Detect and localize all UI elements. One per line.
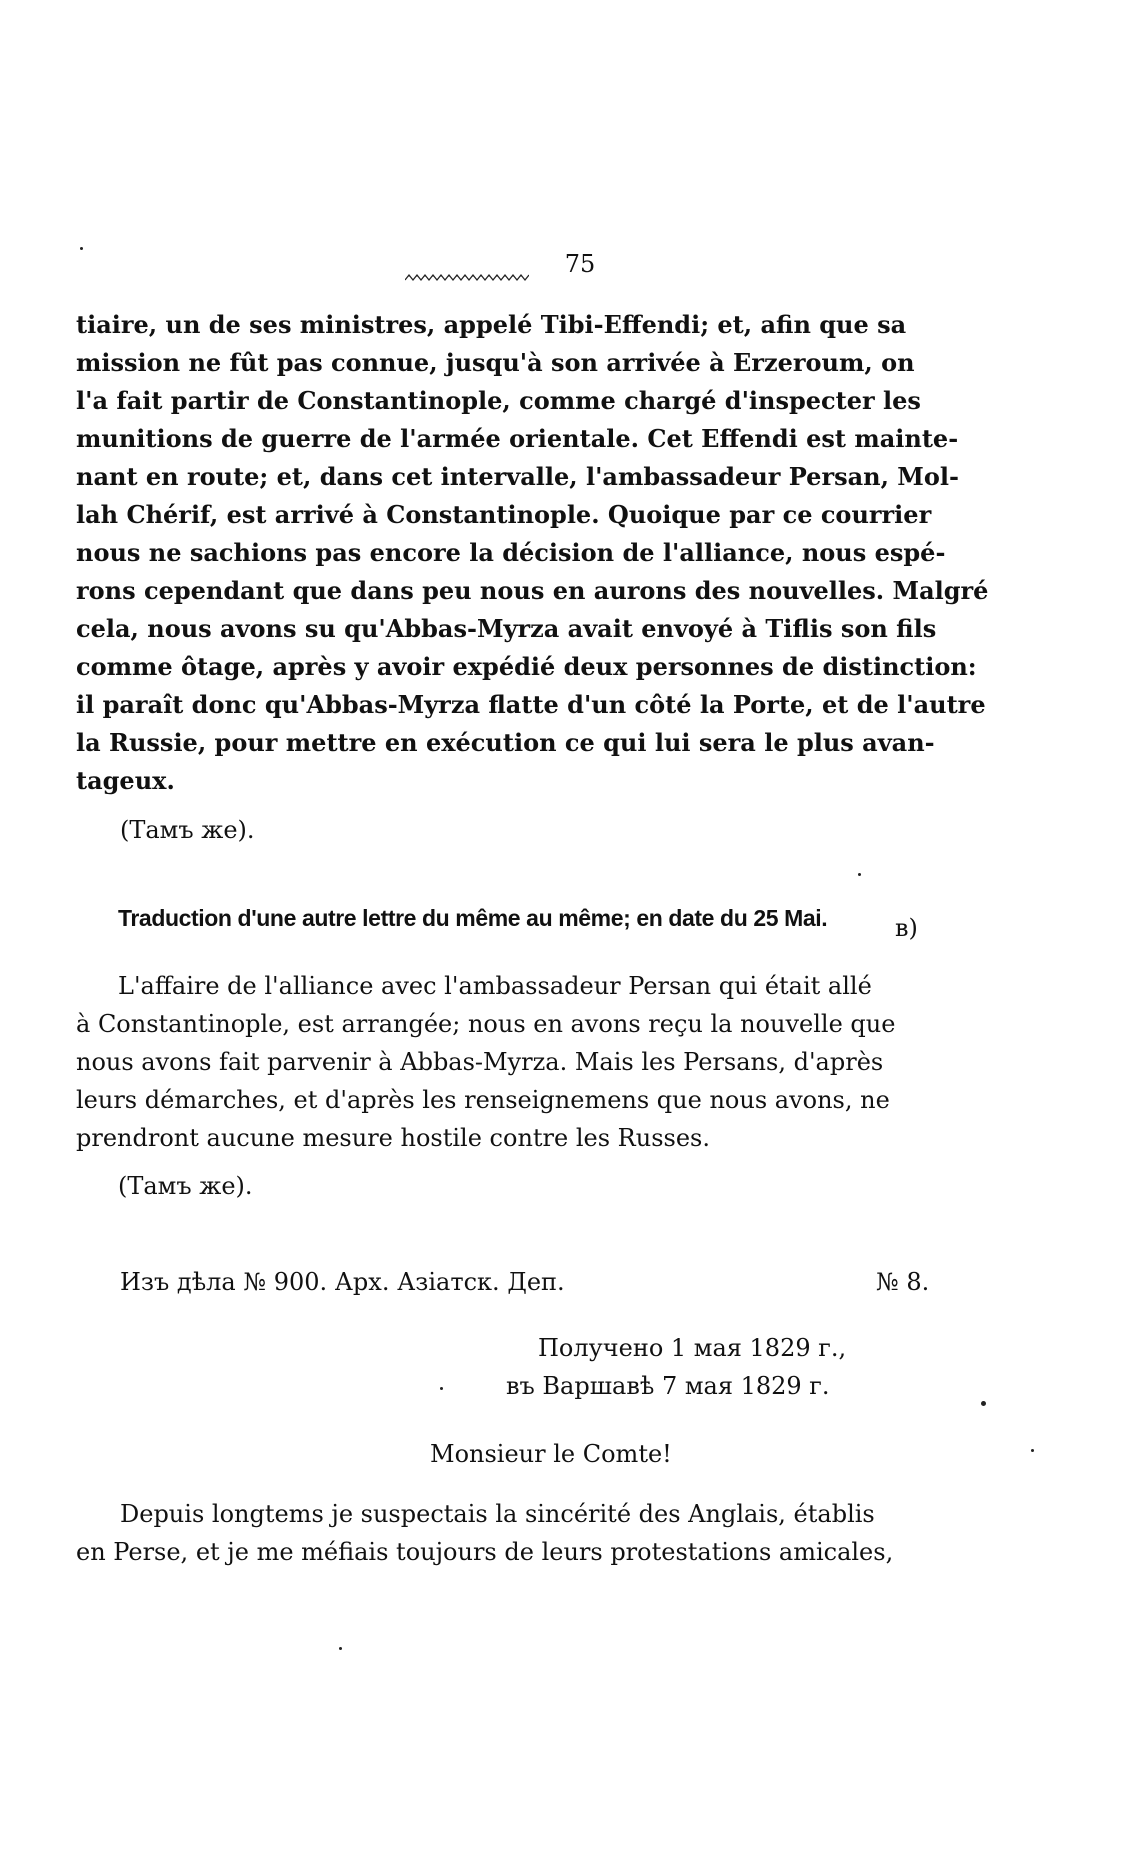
- paragraph1-line-9: cela, nous avons su qu'Abbas-Myrza avait envoyé à Tiflis son fils: [76, 614, 937, 643]
- document8-line-2: en Perse, et je me méfiais toujours de leurs protestations amicales,: [76, 1538, 894, 1566]
- paragraph1-source: (Тамъ же).: [120, 816, 255, 844]
- page-number: 75: [564, 250, 596, 278]
- print-speck: [1031, 1449, 1034, 1452]
- section-b-line-5: prendront aucune mesure hostile contre les Russes.: [76, 1124, 710, 1152]
- paragraph1-line-10: comme ôtage, après y avoir expédié deux personnes de distinction:: [76, 652, 977, 681]
- paragraph1-line-12: la Russie, pour mettre en exécution ce qui lui sera le plus avan-: [76, 728, 935, 757]
- paragraph1-line-3: l'a fait partir de Constantinople, comme chargé d'inspecter les: [76, 386, 921, 415]
- paragraph1-line-1: tiaire, un de ses ministres, appelé Tibi-Effendi; et, afin que sa: [76, 310, 907, 339]
- section-b-line-3: nous avons fait parvenir à Abbas-Myrza. Mais les Persans, d'après: [76, 1048, 884, 1076]
- paragraph1-line-7: nous ne sachions pas encore la décision de l'alliance, nous espé-: [76, 538, 946, 567]
- salutation: Monsieur le Comte!: [430, 1440, 672, 1468]
- paragraph1-line-4: munitions de guerre de l'armée orientale. Cet Effendi est mainte-: [76, 424, 959, 453]
- received-date-line-2: въ Варшавѣ 7 мая 1829 г.: [506, 1372, 830, 1400]
- paragraph1-line-5: nant en route; et, dans cet intervalle, l'ambassadeur Persan, Mol-: [76, 462, 959, 491]
- section-b-label: в): [895, 914, 918, 942]
- print-speck: [339, 1647, 342, 1650]
- paragraph1-line-13: tageux.: [76, 766, 175, 795]
- document-number: № 8.: [876, 1268, 930, 1296]
- print-speck: [80, 247, 83, 250]
- print-speck: [440, 1387, 443, 1390]
- paragraph1-line-11: il paraît donc qu'Abbas-Myrza flatte d'un côté la Porte, et de l'autre: [76, 690, 986, 719]
- paragraph1-line-2: mission ne fût pas connue, jusqu'à son arrivée à Erzeroum, on: [76, 348, 915, 377]
- document8-line-1: Depuis longtems je suspectais la sincérité des Anglais, établis: [120, 1500, 875, 1528]
- received-date-line-1: Получено 1 мая 1829 г.,: [538, 1334, 847, 1362]
- print-speck: [858, 873, 861, 876]
- paragraph1-line-6: lah Chérif, est arrivé à Constantinople. Quoique par ce courrier: [76, 500, 932, 529]
- archive-reference: Изъ дѣла № 900. Арх. Азіатск. Деп.: [120, 1268, 565, 1296]
- section-b-heading: Traduction d'une autre lettre du même au même; en date du 25 Mai.: [118, 905, 828, 931]
- section-b-line-1: L'affaire de l'alliance avec l'ambassadeur Persan qui était allé: [118, 972, 872, 1000]
- section-b-line-4: leurs démarches, et d'après les renseignemens que nous avons, ne: [76, 1086, 890, 1114]
- paragraph1-line-8: rons cependant que dans peu nous en aurons des nouvelles. Malgré: [76, 576, 989, 605]
- page-number-ornament: [405, 272, 529, 282]
- section-b-source: (Тамъ же).: [118, 1172, 253, 1200]
- print-speck: [981, 1401, 986, 1406]
- section-b-line-2: à Constantinople, est arrangée; nous en avons reçu la nouvelle que: [76, 1010, 896, 1038]
